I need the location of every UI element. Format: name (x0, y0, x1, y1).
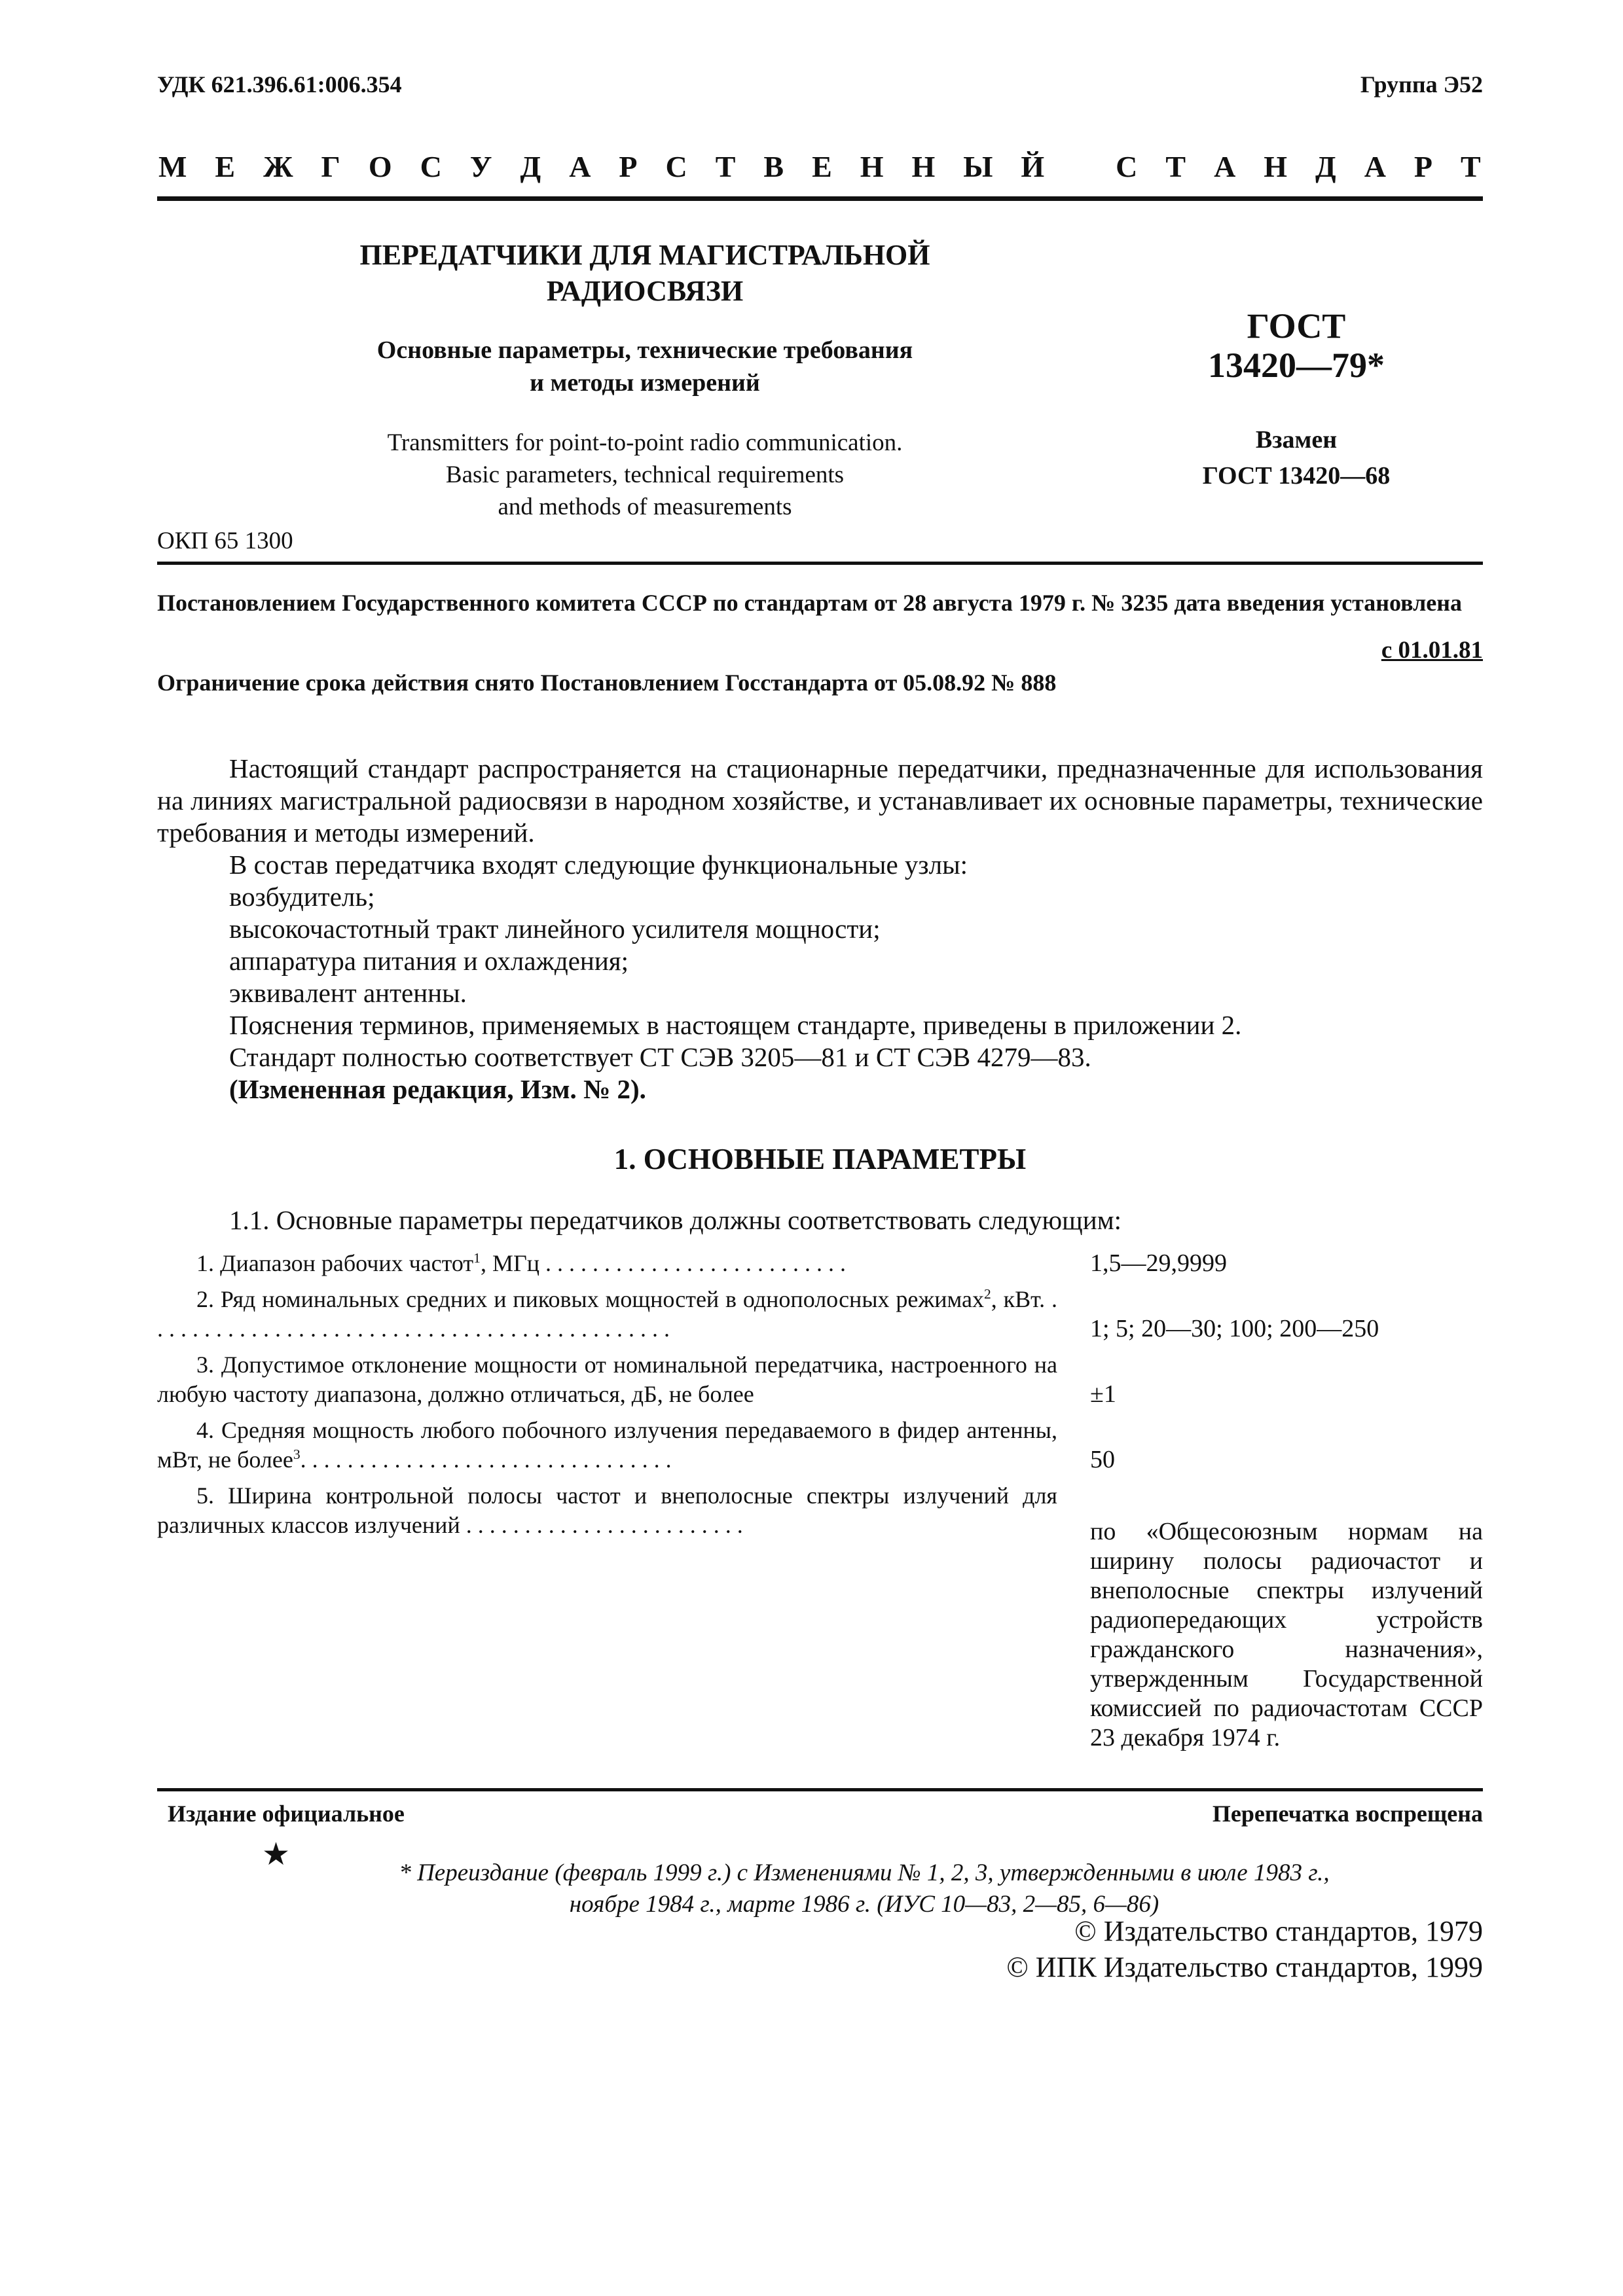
banner-letter: Р (1413, 150, 1433, 183)
title-line-2: РАДИОСВЯЗИ (546, 275, 744, 307)
list-item: эквивалент антенны. (229, 978, 467, 1008)
intro-paragraph-4: Стандарт полностью соответствует СТ СЭВ 3205—81 и СТ СЭВ 4279—83. (229, 1042, 1091, 1072)
gost-label: ГОСТ (1247, 306, 1346, 346)
reissue-line-1: * Переиздание (февраль 1999 г.) с Изменениями № 1, 2, 3, утвержденными в июле 1983 г., (399, 1859, 1330, 1886)
subtitle-line-1: Основные параметры, технические требования (376, 336, 913, 364)
decree-text: Постановлением Государственного комитета СССР по стандартам от 28 августа 1979 г. № 3235 дата введения установлена (157, 590, 1463, 616)
footnote-mark: 2 (983, 1286, 991, 1302)
banner-letter: М (158, 150, 187, 183)
replace-label: Взамен (1255, 426, 1338, 454)
parameter-label-text: 1. Диапазон рабочих частот (196, 1250, 474, 1276)
banner-letter: Т (715, 150, 736, 183)
intro-section (157, 753, 1483, 1105)
group-code: Группа Э52 (1360, 71, 1483, 98)
parameter-value: ±1 (1090, 1380, 1116, 1408)
parameter-label-leader: , МГц . . . . . . . . . . . . . . . . . . . . . . . . . . (480, 1250, 847, 1276)
footer-rule (157, 1788, 1483, 1791)
parameter-label-text: 2. Ряд номинальных средних и пиковых мощностей в однополосных режимах (196, 1286, 984, 1312)
banner-letter: В (763, 150, 784, 183)
banner-letter: С (665, 150, 687, 183)
document-title (308, 237, 982, 309)
parameter-label (157, 1285, 1057, 1344)
parameter-row (157, 1285, 1483, 1350)
banner-letter (1072, 149, 1087, 184)
banner-letter: А (569, 150, 591, 183)
copyright-1979: © Издательство стандартов, 1979 (1074, 1915, 1483, 1947)
parameter-value: 1,5—29,9999 (1090, 1249, 1227, 1277)
banner-letter: А (1214, 150, 1236, 183)
parameter-label (157, 1249, 1057, 1278)
banner-letter: Й (1021, 150, 1045, 183)
parameter-row (157, 1350, 1483, 1416)
banner-letter: С (420, 150, 442, 183)
banner-letter: Е (215, 150, 236, 183)
title-rule (157, 562, 1483, 565)
banner-letter: Н (911, 150, 936, 183)
okp-code: ОКП 65 1300 (157, 528, 293, 554)
banner-letter: Н (1264, 150, 1288, 183)
parameter-label (157, 1416, 1057, 1475)
parameter-label-leader: , кВт. . . . . . . . . . . . . . . . . . . . . . . . . . . . . . . . . . . . . . . . . . . . . . (157, 1286, 1057, 1342)
reissue-line-2: ноябре 1984 г., марте 1986 г. (ИУС 10—83, 2—85, 6—86) (569, 1891, 1159, 1918)
subtitle-line-2: и методы измерений (530, 369, 760, 397)
parameter-value: 50 (1090, 1446, 1115, 1473)
gost-number (1113, 306, 1480, 385)
footnote-mark: 3 (293, 1446, 301, 1462)
gost-code: 13420—79* (1208, 346, 1385, 385)
parameter-label-leader: . . . . . . . . . . . . . . . . . . . . . . . . . . . . . . . . (300, 1446, 672, 1473)
replace-number: ГОСТ 13420—68 (1202, 462, 1391, 490)
footnote-mark: 1 (473, 1250, 481, 1266)
banner-letter: А (1364, 150, 1386, 183)
list-item: высокочастотный тракт линейного усилителя мощности; (229, 914, 881, 944)
parameter-value: по «Общесоюзным нормам на ширину полосы радиочастот и внеполосные спектры излучений радиопередающих устройств гражданского назначения», утвержденным Государственной комиссией по радиочастотам СССР 23 декабря 1974 г. (1090, 1518, 1483, 1751)
amendment-note: (Измененная редакция, Изм. № 2). (229, 1074, 646, 1104)
list-item: возбудитель; (229, 882, 375, 912)
banner-letter: Д (520, 150, 541, 183)
english-title (308, 427, 982, 523)
parameter-label-text: 3. Допустимое отклонение мощности от номинальной передатчика, настроенного на любую частоту диапазона, должно отличаться, дБ, не более (157, 1352, 1057, 1407)
effective-date: с 01.01.81 (1381, 637, 1483, 664)
parameter-label-leader: . . . . . . . . . . . . . . . . . . . . . . . . (460, 1512, 743, 1538)
star-icon: ★ (262, 1837, 291, 1872)
parameter-label (157, 1481, 1057, 1540)
official-edition: Издание официальное (168, 1801, 405, 1827)
banner-letter: Т (1165, 150, 1186, 183)
banner-letter: О (368, 150, 392, 183)
english-title-line-1: Transmitters for point-to-point radio communication. (387, 429, 903, 456)
list-item: аппаратура питания и охлаждения; (229, 946, 629, 976)
banner-letter: У (469, 150, 492, 183)
banner-letter: Р (619, 150, 638, 183)
limit-text: Ограничение срока действия снято Постановлением Госстандарта от 05.08.92 № 888 (157, 670, 1057, 696)
english-title-line-2: Basic parameters, technical requirements (445, 461, 845, 488)
parameter-label-text: 5. Ширина контрольной полосы частот и внеполосные спектры излучений для различных классов излучений (157, 1482, 1057, 1538)
clause-1-1: 1.1. Основные параметры передатчиков должны соответствовать следующим: (229, 1205, 1122, 1235)
parameter-row (157, 1416, 1483, 1481)
replaces-block (1113, 422, 1480, 494)
intro-paragraph-1: Настоящий стандарт распространяется на стационарные передатчики, предназначенные для использования на линиях магистральной радиосвязи в народном хозяйстве, и устанавливает их основные параметры, технические требования и методы измерений. (157, 753, 1483, 848)
english-title-line-3: and methods of measurements (498, 493, 792, 520)
banner-letter: Ы (963, 150, 993, 183)
banner-letter: Е (812, 150, 832, 183)
udk-code: УДК 621.396.61:006.354 (157, 71, 402, 98)
intro-paragraph-2: В состав передатчика входят следующие функциональные узлы: (229, 850, 968, 880)
parameters-list (157, 1249, 1483, 1751)
intro-paragraph-3: Пояснения терминов, применяемых в настоящем стандарте, приведены в приложении 2. (229, 1010, 1242, 1040)
copyright-1999: © ИПК Издательство стандартов, 1999 (1006, 1951, 1483, 1983)
banner-letter: Н (860, 150, 884, 183)
reprint-prohibited: Перепечатка воспрещена (1212, 1801, 1483, 1827)
banner-letter: Т (1461, 150, 1481, 183)
parameter-label (157, 1350, 1057, 1409)
parameter-label-text: 4. Средняя мощность любого побочного излучения передаваемого в фидер антенны, мВт, не более (157, 1417, 1057, 1473)
reissue-note (288, 1857, 1440, 1920)
interstate-standard-banner (158, 149, 1481, 184)
document-subtitle (308, 334, 982, 399)
parameter-value: 1; 5; 20—30; 100; 200—250 (1090, 1315, 1379, 1342)
banner-letter: Г (321, 150, 340, 183)
title-line-1: ПЕРЕДАТЧИКИ ДЛЯ МАГИСТРАЛЬНОЙ (359, 239, 930, 271)
banner-letter: Д (1315, 150, 1336, 183)
parameter-row (157, 1249, 1483, 1285)
section-1-title: 1. ОСНОВНЫЕ ПАРАМЕТРЫ (613, 1143, 1027, 1175)
header-rule (157, 196, 1483, 201)
banner-letter: Ж (263, 150, 293, 183)
banner-letter: С (1116, 150, 1138, 183)
parameter-row (157, 1481, 1483, 1751)
